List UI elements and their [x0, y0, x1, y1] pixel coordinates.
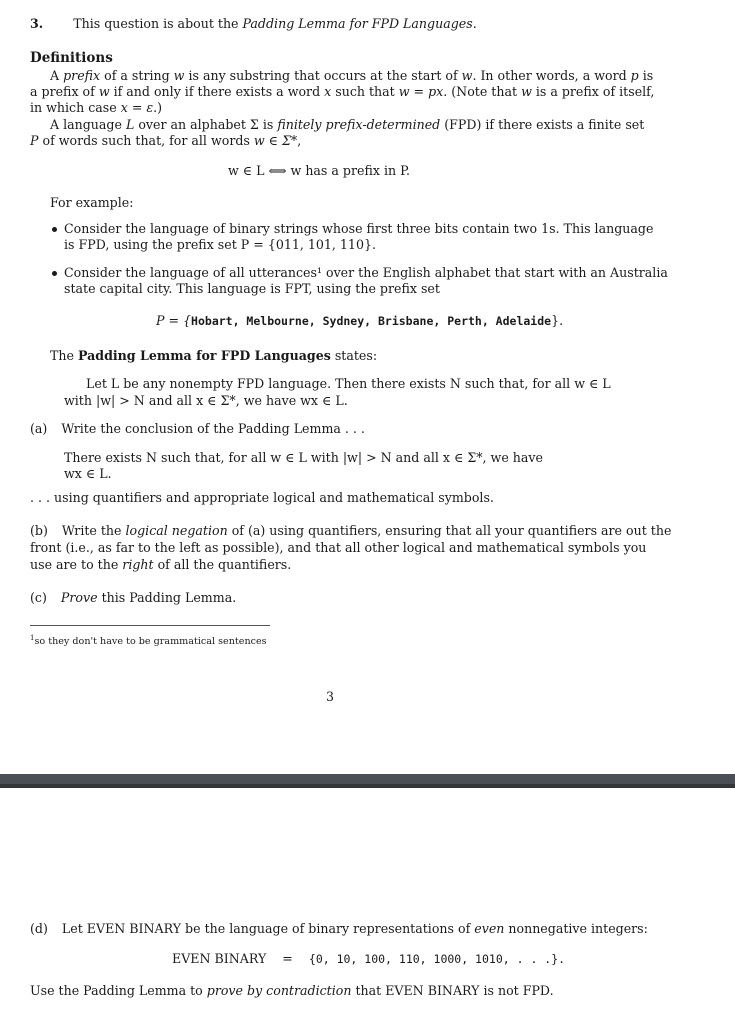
part-d-line-3: Use the Padding Lemma to prove by contradiction that EVEN BINARY is not FPD.	[30, 983, 554, 998]
part-b-line-2: front (i.e., as far to the left as possible), and that all other logical and mathematical symbols you	[30, 540, 647, 555]
example-2-line-2: state capital city. This language is FPT, using the prefix set	[64, 281, 440, 296]
lemma-line-1: Let L be any nonempty FPD language. Then there exists N such that, for all w ∈ L	[86, 376, 611, 391]
fpd-equation: w ∈ L ⟺ w has a prefix in P.	[228, 163, 411, 178]
prefix-def-line-2: a prefix of w if and only if there exists a word x such that w = px. (Note that w is a prefix of itself,	[30, 84, 655, 99]
fpd-def-line-2: P of words such that, for all words w ∈ Σ*,	[30, 133, 302, 148]
part-b-line-1: (b) Write the logical negation of (a) using quantifiers, ensuring that all your quantifiers are out the	[30, 523, 672, 538]
page-break-shadow	[0, 784, 735, 788]
part-b-label: (b)	[30, 523, 48, 538]
lemma-intro: The Padding Lemma for FPD Languages states:	[50, 348, 378, 363]
part-a-quote-line-2: wx ∈ L.	[64, 466, 112, 481]
example-1-line-2: is FPD, using the prefix set P = {011, 101, 110}.	[64, 237, 376, 252]
bullet-icon	[52, 227, 57, 232]
part-d-label: (d)	[30, 921, 48, 936]
fpd-def-line-1: A language L over an alphabet Σ is finitely prefix-determined (FPD) if there exists a finite set	[50, 117, 645, 132]
question-title: Padding Lemma for FPD Languages.	[242, 16, 477, 31]
example-2-line-1: Consider the language of all utterances¹ over the English alphabet that start with an Australia	[64, 265, 668, 280]
part-a-quote-line-1: There exists N such that, for all w ∈ L with |w| > N and all x ∈ Σ*, we have	[64, 450, 543, 465]
prefix-def-line-1: A prefix of a string w is any substring that occurs at the start of w. In other words, a word p is	[50, 68, 654, 83]
question-header	[30, 16, 477, 32]
footnote-rule	[30, 625, 270, 626]
page-break-divider	[0, 774, 735, 784]
part-b-line-3: use are to the right of all the quantifiers.	[30, 557, 292, 572]
part-a-label: (a)	[30, 421, 48, 436]
part-c-label: (c)	[30, 590, 47, 605]
definitions-heading: Definitions	[30, 50, 113, 66]
example-1-line-1: Consider the language of binary strings whose first three bits contain two 1s. This language	[64, 221, 654, 236]
examples-label: For example:	[50, 195, 134, 210]
page-number: 3	[326, 689, 335, 704]
part-a-prompt: (a) Write the conclusion of the Padding Lemma . . .	[30, 421, 365, 436]
lemma-line-2: with |w| > N and all x ∈ Σ*, we have wx ∈ L.	[64, 393, 348, 408]
question-number: 3.	[30, 16, 44, 31]
part-d-equation: EVEN BINARY = {0, 10, 100, 110, 1000, 1010, . . .}.	[172, 951, 566, 966]
question-intro: This question is about the	[73, 16, 243, 31]
bullet-icon	[52, 271, 57, 276]
part-a-after: . . . using quantifiers and appropriate logical and mathematical symbols.	[30, 490, 494, 505]
part-d-line-1: (d) Let EVEN BINARY be the language of binary representations of even nonnegative integers:	[30, 921, 648, 936]
prefix-set-cities: P = {Hobart, Melbourne, Sydney, Brisbane, Perth, Adelaide}.	[156, 313, 564, 328]
part-c-prompt: (c) Prove this Padding Lemma.	[30, 590, 237, 605]
prefix-def-line-3: in which case x = ε.)	[30, 100, 163, 115]
footnote: $^1$so they don't have to be grammatical sentences	[30, 634, 267, 648]
